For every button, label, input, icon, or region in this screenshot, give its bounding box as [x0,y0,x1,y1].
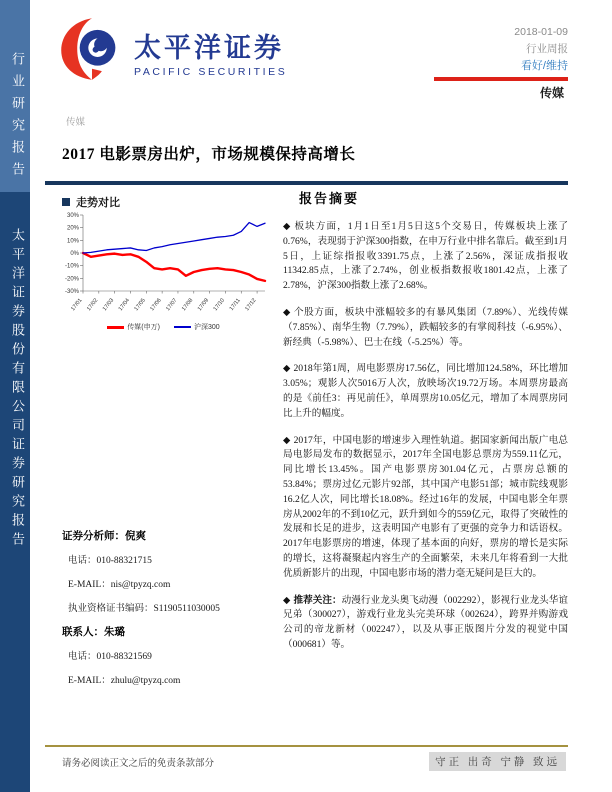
legend-item-media [107,322,160,332]
industry-rating: 看好/维持 [520,60,568,72]
svg-text:17/10: 17/10 [212,297,227,313]
summary-bullets [283,220,568,653]
chart-legend [56,322,271,332]
analyst-phone: 电话：010-88321715 [68,556,152,566]
svg-text:17/01: 17/01 [70,297,84,313]
sidebar-industry-label: 行业研究报告 [10,52,25,184]
summary-bullet: ◆ 个股方面，板块中涨幅较多的有暴风集团（7.89%）、光线传媒（7.85%）、南华生物（7.79%），跌幅较多的有掌阅科技（-6.95%）、新经典（-5.98%）、巴士在线（-5.25%）等。 [283,306,568,348]
legend-label-media: 传媒(申万) [127,324,160,331]
svg-text:17/03: 17/03 [101,297,116,313]
trend-chart-svg [56,210,271,320]
summary-heading: 报告摘要 [299,191,360,206]
legend-item-hs300 [174,322,220,332]
footer-divider [45,745,568,747]
trend-chart [56,210,271,325]
svg-text:17/11: 17/11 [228,297,242,312]
svg-text:17/06: 17/06 [149,297,163,313]
disclaimer-text: 请务必阅读正文之后的免责条款部分 [62,759,215,769]
report-date: 2018-01-09 [514,26,568,38]
summary-bullet: ◆ 2017年，中国电影的增速步入理性轨道。据国家新闻出版广电总局电影局发布的数据显示，2017年全国电影总票房为559.11亿元，同比增长13.45%。国产电影票房301.04亿元，占票房总额的53.84%；票房过亿元影片92部，其中国产电影51部；城市院线观影16.2亿人次，同比增长18.08%。经过16年的发展，中国电影全年票房从2002年的不到10亿元，跃升到如今的559亿元，取得了突破性的发展和长足的进步，这表明国产电影有了更强的竞争力和话语权。2017年电影票房的增速，体现了基本面的向好，票房的增长是实际的增长，这将凝聚起内容生产的全面繁荣，未来几年将看到一大批优质新影片的出现，中国电影市场的潜力毫无疑问是巨大的。 [283,434,568,579]
svg-text:17/05: 17/05 [133,297,147,313]
page-title: 2017 电影票房出炉，市场规模保持高增长 [62,146,356,163]
svg-text:0%: 0% [70,251,79,257]
svg-text:10%: 10% [66,238,79,245]
trend-section-header [62,194,120,210]
red-line-swatch-icon [107,326,124,329]
analyst-license: 执业资格证书编码：S1190511030005 [68,604,220,614]
breadcrumb: 传媒 [66,117,86,128]
summary-bullet: ◆ 推荐关注：动漫行业龙头奥飞动漫（002292），影视行业龙头华谊兄弟（300027），游戏行业龙头完美环球（002624），跨界并购游戏公司的帝龙新材（002247），以及从事正版图片分发的视觉中国（000681）等。 [283,594,569,650]
svg-text:17/02: 17/02 [86,297,100,313]
blue-line-swatch-icon [174,326,191,328]
svg-text:30%: 30% [66,213,79,219]
summary-bullet: ◆ 板块方面，1月1日至1月5日这5个交易日，传媒板块上涨了0.76%，表现弱于沪深300指数，在申万行业中排名靠后。截至到1月5日，上证综指报收3391.75点，上涨了2.56%，深证成指报收11342.85点，上涨了2.74%，创业板指数报收1801.42点，上涨了2.78%，沪深300指数上涨了2.68%。 [283,221,568,292]
svg-text:17/08: 17/08 [181,297,195,313]
logo-english-name: PACIFIC SECURITIES [134,65,288,78]
summary-bullet: ◆ 2018年第1周，周电影票房17.56亿，同比增加124.58%，环比增加3.05%；观影人次5016万人次，放映场次19.72万场。本周票房最高的是《前任3：再见前任》，单周票房10.05亿元，增加了本周票房同比上升的幅度。 [283,363,568,419]
pacific-logo-icon [60,18,124,85]
contact-phone: 电话：010-88321569 [68,652,152,662]
title-divider [45,181,568,185]
company-motto: 守正 出奇 宁静 致远 [429,752,566,771]
report-summary [283,188,568,665]
contact-name: 联系人：朱璐 [62,627,125,638]
analyst-name: 证券分析师：倪爽 [62,531,146,542]
section-bullet-icon [62,198,70,206]
svg-text:17/12: 17/12 [244,297,258,313]
analyst-email: E-MAIL：nis@tpyzq.com [68,580,171,590]
industry-name: 传媒 [539,85,564,100]
svg-text:20%: 20% [66,225,79,232]
svg-text:17/04: 17/04 [117,297,132,313]
rating-underline [434,77,568,81]
svg-text:-30%: -30% [64,289,79,295]
svg-text:-10%: -10% [64,263,79,270]
logo-chinese-name: 太平洋证券 [134,32,284,63]
legend-label-hs300: 沪深300 [193,324,220,331]
pacific-securities-logo [60,18,287,85]
analyst-info [62,528,277,696]
trend-section-label: 走势对比 [76,197,120,209]
contact-email: E-MAIL：zhulu@tpyzq.com [68,676,181,686]
sidebar-company-label: 太平洋证券股份有限公司证券研究报告 [10,228,25,551]
svg-text:17/07: 17/07 [165,297,179,313]
svg-text:17/09: 17/09 [196,297,211,313]
report-type: 行业周报 [526,43,568,55]
report-meta [358,24,568,101]
svg-text:-20%: -20% [64,276,79,283]
